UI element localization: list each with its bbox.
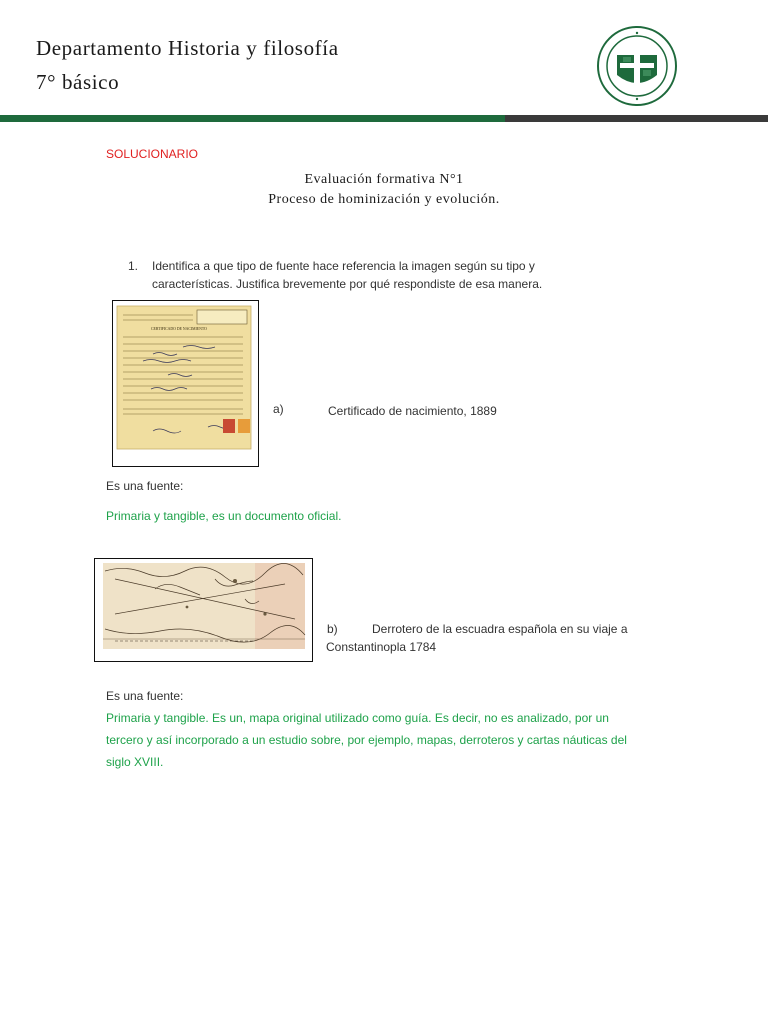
header-band-dark bbox=[505, 115, 768, 122]
option-b-prompt: Es una fuente: bbox=[106, 689, 184, 703]
option-a-caption: Certificado de nacimiento, 1889 bbox=[328, 404, 497, 418]
evaluation-subtitle: Proceso de hominización y evolución. bbox=[268, 192, 500, 207]
option-a-letter: a) bbox=[273, 402, 284, 416]
option-a-answer: Primaria y tangible, es un documento oficial. bbox=[106, 509, 342, 523]
evaluation-title: Evaluación formativa N°1 bbox=[304, 172, 464, 187]
nautical-map-image bbox=[95, 559, 312, 661]
question-number: 1. bbox=[128, 259, 139, 273]
certificate-heading: CERTIFICADO DE NACIMIENTO bbox=[151, 327, 207, 331]
grade-title: 7° básico bbox=[36, 70, 120, 94]
solucionario-label: SOLUCIONARIO bbox=[106, 147, 199, 161]
nautical-map-image-frame bbox=[94, 558, 313, 662]
option-b-answer: Primaria y tangible. Es un, mapa original utilizado como guía. Es decir, no es analizado, por un tercero y así incorporado a un estudio sobre, por ejemplo, mapas, derroteros y cartas náuticas del siglo XVIII. bbox=[106, 711, 627, 769]
option-b-letter: b) bbox=[327, 622, 338, 636]
option-a-prompt: Es una fuente: bbox=[106, 479, 184, 493]
header-band-green bbox=[0, 115, 505, 122]
school-crest-logo bbox=[596, 25, 678, 107]
question-text: Identifica a que tipo de fuente hace referencia la imagen según su tipo y características. Justifica brevemente por qué respondiste de esa manera. bbox=[152, 259, 543, 291]
birth-certificate-image-frame bbox=[112, 300, 259, 467]
option-b-caption: Derrotero de la escuadra española en su viaje a Constantinopla 1784 bbox=[326, 622, 628, 654]
birth-certificate-image bbox=[113, 301, 258, 466]
department-title: Departamento Historia y filosofía bbox=[36, 36, 339, 60]
